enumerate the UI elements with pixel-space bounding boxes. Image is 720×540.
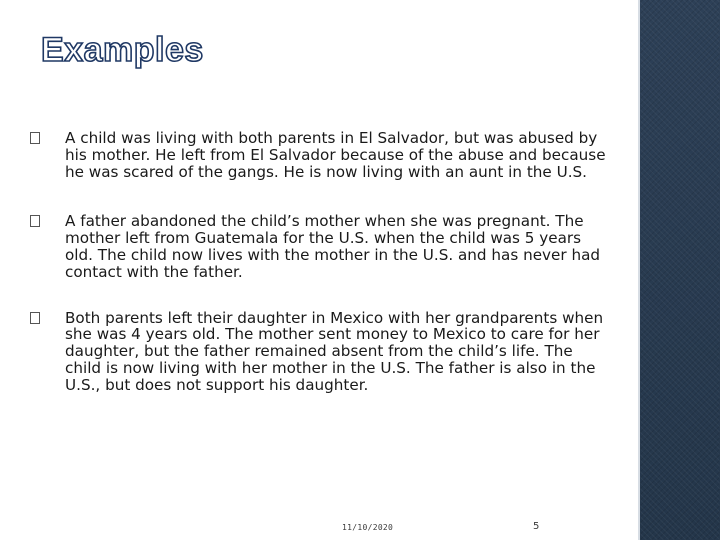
bullet-text: A child was living with both parents in El Salvador, but was abused by his mother. He left from El Salvador because of the abuse and because he was scared of the gangs. He is now living with an aunt in the U.S. [65,129,606,181]
bullet-text: A father abandoned the child’s mother when she was pregnant. The mother left from Guatemala for the U.S. when the child was 5 years old. The child now lives with the mother in the U.S. and has never had contact with the father. [65,212,601,281]
bullet-list [30,130,610,427]
bullet-text: Both parents left their daughter in Mexico with her grandparents when she was 4 years old. The mother sent money to Mexico to care for her daughter, but the father remained absent from the child’s life. The child is now living with her mother in the U.S. The father is also in the U.S., but does not support his daughter. [65,308,604,394]
page-number: 5 [533,521,540,532]
bullet-item [30,213,610,280]
bullet-item [30,130,610,180]
slide-title: Examples [41,31,204,69]
bullet-item [30,310,610,394]
bullet-box-icon [30,215,40,227]
footer-date: 11/10/2020 [342,523,394,532]
bullet-box-icon [30,132,40,144]
bullet-box-icon [30,312,40,324]
decorative-side-panel [640,0,720,540]
